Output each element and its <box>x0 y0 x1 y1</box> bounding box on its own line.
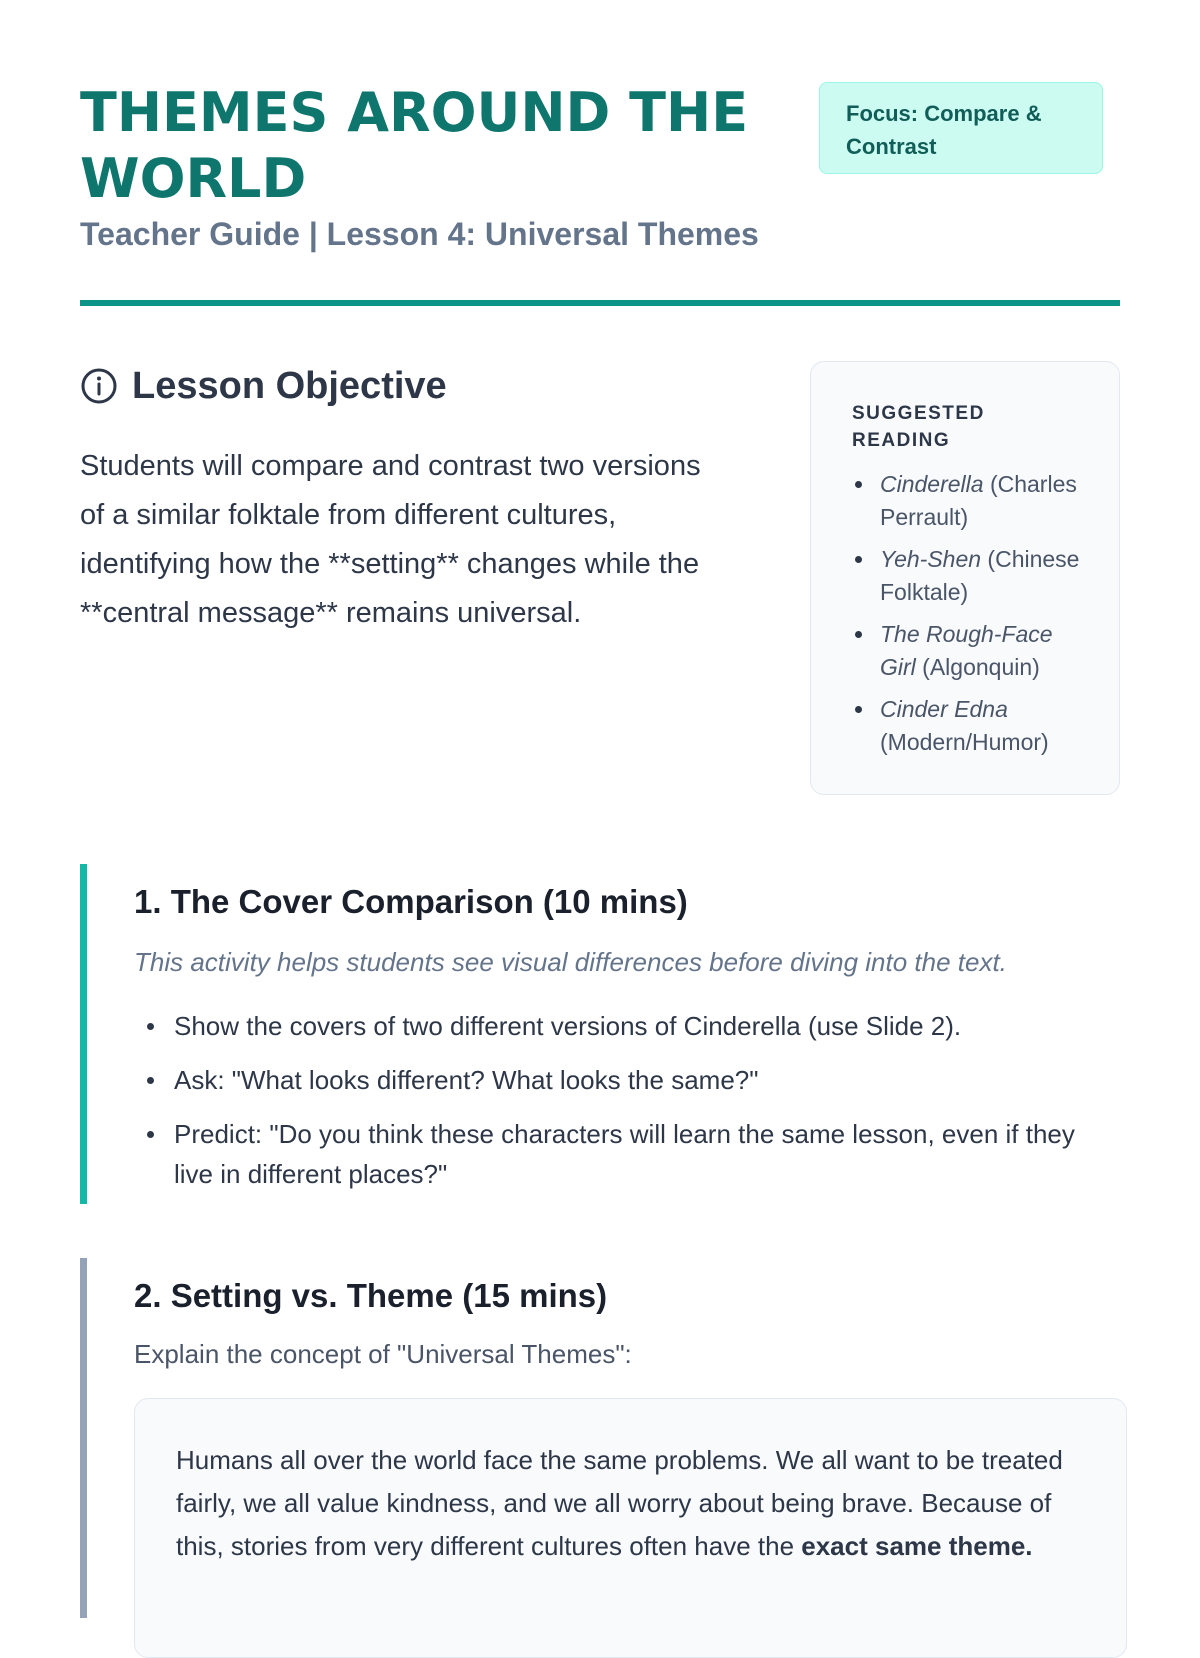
objective-heading <box>80 362 447 410</box>
section-heading: 2. Setting vs. Theme (15 mins) <box>134 1277 608 1314</box>
activity-step: Ask: "What looks different? What looks the same?" <box>134 1060 1120 1100</box>
reading-item-title: Cinderella <box>880 471 984 497</box>
reading-item-title: Yeh-Shen <box>880 546 982 572</box>
activity-step: Predict: "Do you think these characters will learn the same lesson, even if they live in different places?" <box>134 1114 1120 1194</box>
objective-title: Lesson Objective <box>132 365 447 407</box>
callout-emphasis: exact same theme. <box>801 1531 1033 1561</box>
reading-item <box>852 468 1089 534</box>
objective-text: Students will compare and contrast two versions of a similar folktale from different cultures, identifying how the **setting** changes while the **central message** remains universal. <box>80 450 701 629</box>
section-note: This activity helps students see visual differences before diving into the text. <box>134 947 1007 977</box>
reading-item <box>852 543 1089 609</box>
page-title: THEMES AROUND THE WORLD <box>80 81 749 210</box>
focus-badge: Focus: Compare & Contrast <box>819 82 1103 174</box>
reading-item-source: (Modern/Humor) <box>880 729 1049 755</box>
reading-item-source: (Chinese Folktale) <box>880 546 1080 605</box>
section-heading: 1. The Cover Comparison (10 mins) <box>134 883 688 920</box>
reading-item <box>852 693 1089 759</box>
section-lead: Explain the concept of "Universal Themes": <box>134 1339 632 1369</box>
suggested-reading-card <box>810 361 1120 795</box>
section-setting-vs-theme <box>80 1258 1120 1618</box>
reading-item <box>852 618 1089 684</box>
page-subtitle: Teacher Guide | Lesson 4: Universal Themes <box>80 216 759 252</box>
info-circle-icon <box>80 367 118 405</box>
universal-themes-callout <box>134 1398 1127 1658</box>
reading-item-source: (Algonquin) <box>922 654 1040 680</box>
activity-step: Show the covers of two different versions of Cinderella (use Slide 2). <box>134 1006 1120 1046</box>
reading-item-source: (Charles Perrault) <box>880 471 1077 530</box>
reading-item-title: Cinder Edna <box>880 696 1008 722</box>
section-cover-comparison <box>80 864 1120 1204</box>
activity-steps-list <box>134 1006 1120 1194</box>
reading-item-title: The Rough-Face Girl <box>880 621 1053 680</box>
suggested-reading-title: SUGGESTED READING <box>852 403 985 451</box>
callout-text: Humans all over the world face the same problems. We all want to be treated fairly, we all value kindness, and we all worry about being brave. Because of this, stories from very different cultures often have the <box>176 1445 1063 1561</box>
suggested-reading-list <box>852 468 1089 759</box>
header-divider <box>80 300 1120 306</box>
